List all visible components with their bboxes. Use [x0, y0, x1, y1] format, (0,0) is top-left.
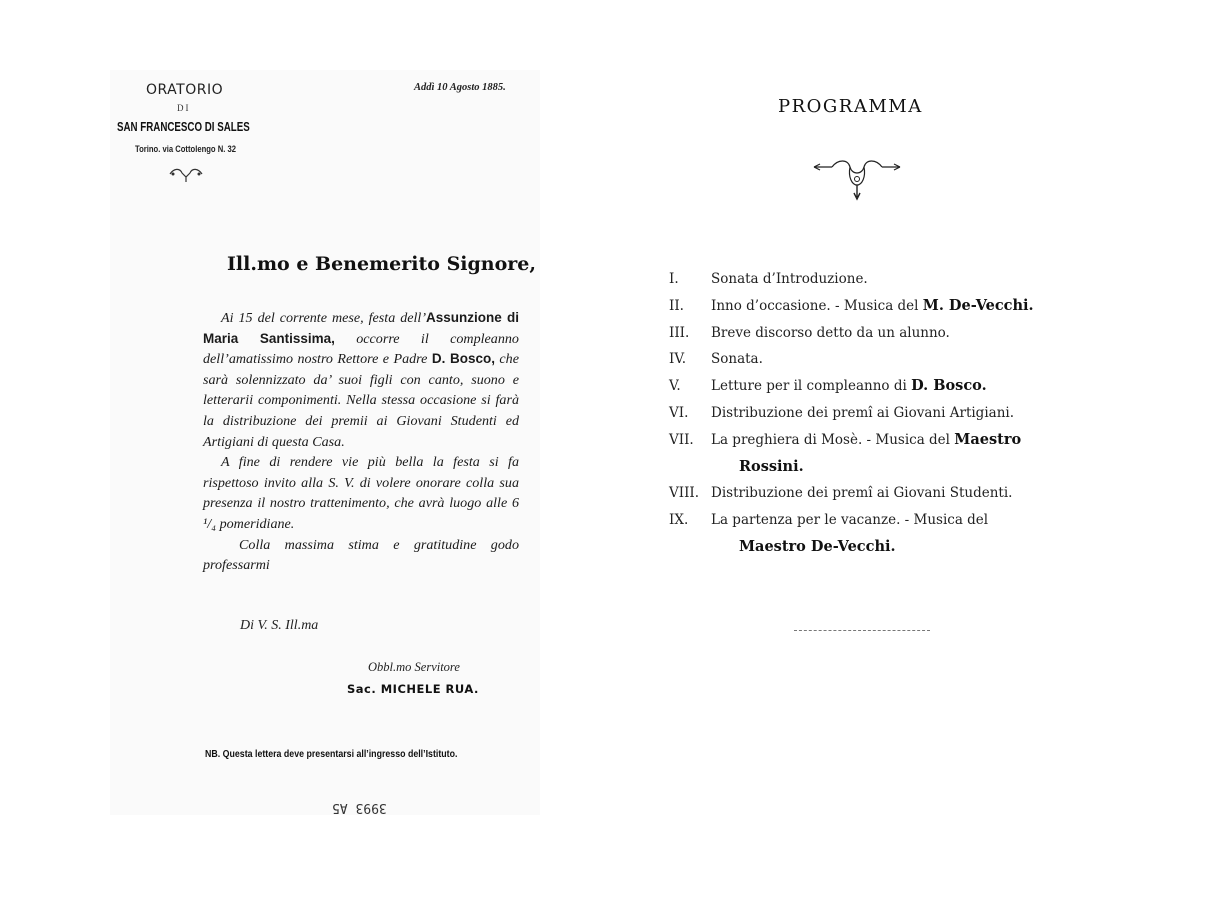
list-item	[669, 266, 1049, 293]
shelfmark: 3993 A5	[332, 800, 387, 815]
list-item	[669, 507, 1049, 534]
list-item	[669, 480, 1049, 507]
header-di: DI	[177, 103, 191, 113]
small-ornament-icon	[168, 165, 204, 183]
programma-page	[632, 70, 1062, 630]
item-number: VI.	[669, 404, 689, 421]
nota-bene: NB. Questa lettera deve presentarsi all’ingresso dell’Istituto.	[205, 748, 458, 760]
item-number: IV.	[669, 351, 687, 368]
item-bold: M. De-Vecchi.	[922, 296, 1034, 314]
signature-name: Sac. MICHELE RUA.	[347, 682, 479, 696]
p1-bold-bosco: D. Bosco,	[431, 351, 495, 367]
paragraph-1	[203, 308, 519, 452]
item-text: Distribuzione dei premî ai Giovani Artigiani.	[711, 404, 1014, 421]
list-item	[669, 373, 1049, 400]
item-text: Sonata.	[711, 351, 763, 368]
p1-text-c: occorre il compleanno dell’amatissimo nostro Rettore e Padre	[203, 330, 519, 368]
list-item	[669, 427, 1049, 454]
paragraph-3: Colla massima stima e gratitudine godo professarmi	[203, 536, 519, 574]
item-number: V.	[669, 378, 681, 395]
header-oratorio: ORATORIO	[146, 82, 224, 98]
salutation: Ill.mo e Benemerito Signore,	[227, 253, 536, 275]
item-text: Letture per il compleanno di	[711, 378, 912, 395]
item-number: VIII.	[669, 485, 700, 502]
item-text: Breve discorso detto da un alunno.	[711, 324, 950, 341]
item-text: Distribuzione dei premî ai Giovani Studenti.	[711, 485, 1013, 502]
header-institution: SAN FRANCESCO DI SALES	[117, 120, 250, 134]
list-item	[669, 346, 1049, 373]
letter-body	[203, 308, 519, 576]
signature-title: Obbl.mo Servitore	[368, 660, 460, 674]
list-item-continuation	[669, 534, 1049, 561]
list-item-continuation	[669, 454, 1049, 481]
item-text: La preghiera di Mosè. - Musica del	[711, 431, 955, 448]
item-bold: Rossini.	[739, 457, 804, 475]
list-item	[669, 293, 1049, 320]
ornament-icon	[812, 155, 902, 201]
p1-bold-assunzione: Assunzione di Maria Santissima,	[203, 310, 520, 346]
programma-title: PROGRAMMA	[778, 96, 923, 117]
item-number: VII.	[669, 431, 694, 448]
bottom-rule	[794, 630, 930, 631]
paragraph-2: A fine di rendere vie più bella la festa si fa rispettoso invito alla S. V. di volere onorare colla sua presenza il nostro trattenimento, che avrà luogo alle 6 ¹/₄ pomeridiane.	[203, 454, 519, 532]
item-text: La partenza per le vacanze. - Musica del	[711, 512, 989, 529]
p1-text-a: Ai 15 del corrente mese, festa dell’	[221, 310, 427, 326]
item-bold: Maestro	[954, 430, 1022, 448]
closing: Di V. S. Ill.ma	[240, 618, 319, 633]
letter-page	[110, 70, 540, 815]
p1-text-e: che sarà solennizzato da’ suoi figli con canto, suono e letterarii componimenti. Nella stessa occasione si farà la distribuzione dei premii ai Giovani Studenti ed Artigiani di questa Casa.	[203, 351, 519, 450]
list-item	[669, 320, 1049, 347]
item-number: III.	[669, 324, 690, 341]
item-text: Sonata d’Introduzione.	[711, 271, 868, 287]
item-bold: D. Bosco.	[911, 377, 987, 395]
list-item	[669, 400, 1049, 427]
item-number: I.	[669, 271, 679, 287]
item-number: II.	[669, 297, 684, 314]
programma-list	[669, 266, 1049, 561]
item-bold: Maestro De-Vecchi.	[739, 537, 896, 555]
item-text: Inno d’occasione. - Musica del	[711, 297, 923, 314]
item-number: IX.	[669, 512, 689, 529]
letter-date: Addì 10 Agosto 1885.	[414, 82, 506, 93]
header-address: Torino. via Cottolengo N. 32	[135, 144, 237, 154]
